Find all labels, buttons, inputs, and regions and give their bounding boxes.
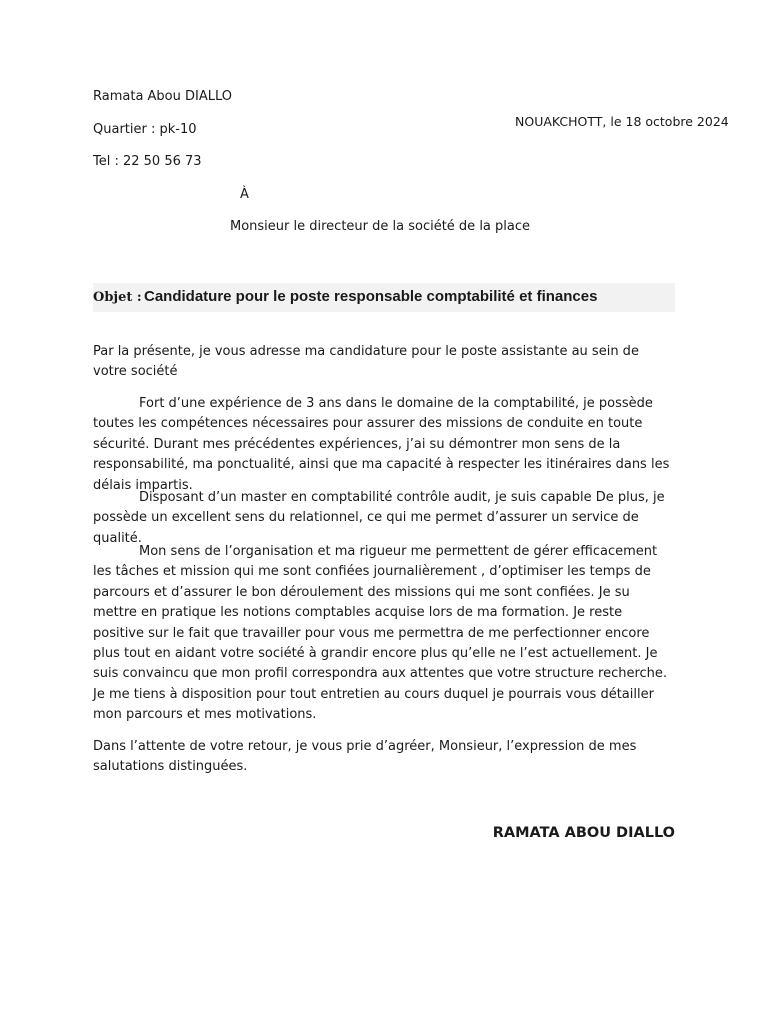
paragraph-experience: Fort d’une expérience de 3 ans dans le domaine de la comptabilité, je possède toutes les compétences nécessaires pour assurer des missions de conduite en toute sécurité. Durant mes précédentes expériences, j’ai su démontrer mon sens de la responsabilité, ma ponctualité, ainsi que ma capacité à respecter les itinéraires dans les délais impartis. bbox=[93, 396, 670, 493]
subject-text: Candidature pour le poste responsable comptabilité et finances bbox=[144, 288, 598, 305]
recipient-marker: À bbox=[240, 187, 249, 202]
paragraph-closing: Dans l’attente de votre retour, je vous prie d’agréer, Monsieur, l’expression de mes salutations distinguées. bbox=[93, 739, 637, 775]
paragraph-qualities: Mon sens de l’organisation et ma rigueur me permettent de gérer efficacement les tâches et mission qui me sont confiées journalièrement , d’optimiser les temps de parcours et d’assurer le bon déroulement des missions qui me sont confiées. Je su mettre en pratique les notions comptables acquise lors de ma formation. Je reste positive sur le fait que travailler pour vous me permettra de me perfectionner encore plus tout en aidant votre société à grandir encore plus qu’elle ne l’est actuellement. Je suis convaincu que mon profil correspondra aux attentes que votre structure recherche. Je me tiens à disposition pour tout entretien au cours duquel je pourrais vous détailler mon parcours et mes motivations. bbox=[93, 544, 668, 723]
subject-prefix: Objet : bbox=[93, 290, 142, 305]
recipient: Monsieur le directeur de la société de la place bbox=[230, 219, 531, 234]
sender-address: Quartier : pk-10 bbox=[93, 122, 197, 137]
paragraph-education: Disposant d’un master en comptabilité contrôle audit, je suis capable De plus, je possède un excellent sens du relationnel, ce qui me permet d’assurer un service de qualité. bbox=[93, 490, 665, 546]
place-date: NOUAKCHOTT, le 18 octobre 2024 bbox=[515, 114, 729, 129]
subject-line bbox=[93, 283, 675, 312]
sender-phone: Tel : 22 50 56 73 bbox=[93, 154, 202, 169]
sender-name: Ramata Abou DIALLO bbox=[93, 89, 233, 104]
paragraph-intro: Par la présente, je vous adresse ma candidature pour le poste assistante au sein de votre société bbox=[93, 344, 639, 380]
signature: RAMATA ABOU DIALLO bbox=[492, 825, 675, 841]
